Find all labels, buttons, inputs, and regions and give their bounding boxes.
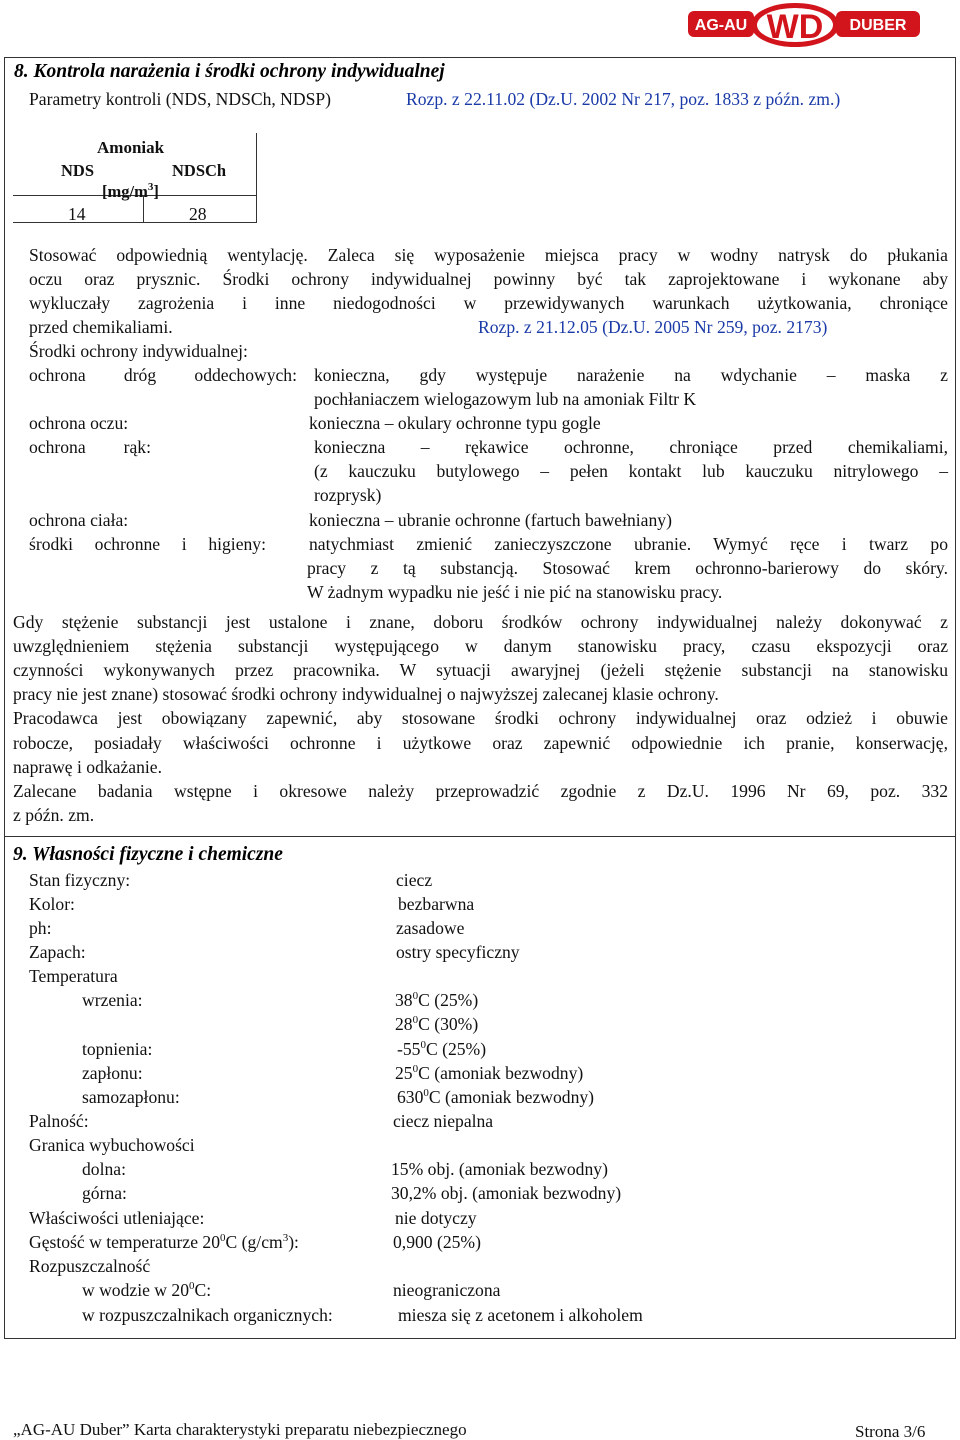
respiratory-text: pochłaniaczem wielogazowym lub na amoniak Filtr K: [314, 389, 697, 409]
svg-text:AG-AU: AG-AU: [694, 17, 748, 34]
property-value: 0,900 (25%): [393, 1232, 481, 1252]
property-label: dolna:: [82, 1159, 126, 1179]
property-label: Właściwości utleniające:: [29, 1208, 205, 1228]
concentration-paragraph-line: pracy nie jest znane) stosować środki ochrony indywidualnej o najwyższej zalecanej klasie ochrony.: [13, 684, 719, 704]
property-value: $630^0C$ (amoniak bezwodny): [397, 1087, 595, 1107]
property-label: górna:: [82, 1183, 127, 1203]
section-divider: [4, 836, 956, 837]
body-text: konieczna – ubranie ochronne (fartuch bawełniany): [309, 510, 672, 530]
hygiene-label: środki ochronne i higieny:: [29, 534, 266, 554]
hand-text: konieczna – rękawice ochronne, chroniące przed chemikaliami,: [314, 437, 948, 457]
property-value: ciecz: [396, 870, 433, 890]
section-8-heading: 8. Kontrola narażenia i środki ochrony indywidualnej: [14, 61, 445, 82]
property-value: 15% obj. (amoniak bezwodny): [391, 1159, 608, 1179]
property-value: $28^0C$ (30%): [395, 1014, 479, 1034]
svg-text:WD: WD: [766, 8, 824, 46]
table-value-nds: 14: [68, 204, 86, 224]
ventilation-paragraph-line: przed chemikaliami.: [29, 317, 173, 337]
ventilation-paragraph-line: oczu oraz prysznic. Środki ochrony indywidualnej powinny być tak zaprojektowane i wykonane aby: [29, 269, 948, 289]
property-value: ciecz niepalna: [393, 1111, 494, 1131]
property-label: w wodzie w $20^0C$:: [82, 1280, 212, 1300]
property-value: nieograniczona: [393, 1280, 501, 1300]
company-logo: [686, 2, 922, 48]
concentration-paragraph-line: uwzględnieniem stężenia substancji występującego w danym stanowisku pracy, czasu ekspozycji oraz: [13, 636, 948, 656]
property-label: zapłonu:: [82, 1063, 143, 1083]
employer-paragraph-line: robocze, posiadały właściwości ochronne i użytkowe oraz zapewnić odpowiednie ich pranie, konserwację,: [13, 733, 948, 753]
concentration-paragraph-line: czynności wykonywanych przez pracownika. W sytuacji awaryjnej (jeżeli stężenie substancji na stanowisku: [13, 660, 948, 680]
property-value: $38^0C$ (25%): [395, 990, 479, 1010]
property-label: wrzenia:: [82, 990, 143, 1010]
medical-exam-line: Zalecane badania wstępne i okresowe należy przeprowadzić zgodnie z Dz.U. 1996 Nr 69, poz. 332: [13, 781, 948, 801]
hygiene-text: pracy z tą substancją. Stosować krem ochronno-barierowy do skóry.: [307, 558, 948, 578]
hand-label: ochrona rąk:: [29, 437, 151, 457]
eye-text: konieczna – okulary ochronne typu gogle: [309, 413, 601, 433]
property-label: Granica wybuchowości: [29, 1135, 195, 1155]
table-col-ndsch: NDSCh: [172, 161, 227, 180]
body-label: ochrona ciała:: [29, 510, 129, 530]
property-label: w rozpuszczalnikach organicznych:: [82, 1305, 333, 1325]
property-value: zasadowe: [396, 918, 465, 938]
property-value: ostry specyficzny: [396, 942, 520, 962]
property-label: Zapach:: [29, 942, 86, 962]
footer-document-title: „AG-AU Duber” Karta charakterystyki preparatu niebezpiecznego: [13, 1420, 467, 1439]
respiratory-label: ochrona dróg oddechowych:: [29, 365, 297, 385]
property-label: Temperatura: [29, 966, 118, 986]
property-label: samozapłonu:: [82, 1087, 180, 1107]
ppe-regulation-reference: Rozp. z 21.12.05 (Dz.U. 2005 Nr 259, poz. 2173): [478, 317, 828, 337]
hygiene-text: natychmiast zmienić zanieczyszczone ubranie. Wymyć ręce i twarz po: [309, 534, 948, 554]
hand-text: rozprysk): [314, 485, 382, 505]
table-substance: Amoniak: [97, 138, 165, 157]
hygiene-text: W żadnym wypadku nie jeść i nie pić na stanowisku pracy.: [307, 582, 723, 602]
eye-label: ochrona oczu:: [29, 413, 129, 433]
respiratory-text: konieczna, gdy występuje narażenie na wdychanie – maska z: [314, 365, 948, 385]
table-unit: $[mg/m^3]$: [102, 181, 159, 201]
ppe-title: Środki ochrony indywidualnej:: [29, 341, 248, 361]
svg-text:DUBER: DUBER: [849, 17, 907, 34]
hand-text: (z kauczuku butylowego – pełen kontakt lub kauczuku nitrylowego –: [314, 461, 948, 481]
employer-paragraph-line: Pracodawca jest obowiązany zapewnić, aby stosowane środki ochrony indywidualnej oraz odzież i obuwie: [13, 708, 948, 728]
property-value: $25^0C$ (amoniak bezwodny): [395, 1063, 584, 1083]
property-value: miesza się z acetonem i alkoholem: [398, 1305, 643, 1325]
property-label: topnienia:: [82, 1039, 153, 1059]
footer-page-number: Strona 3/6: [855, 1422, 926, 1440]
property-value: $-55^0C$ (25%): [397, 1039, 487, 1059]
property-value: bezbarwna: [398, 894, 475, 914]
table-value-ndsch: 28: [189, 204, 207, 224]
ventilation-paragraph-line: Stosować odpowiednią wentylację. Zaleca się wyposażenie miejsca pracy w wodny natrysk do płukania: [29, 245, 948, 265]
property-value: nie dotyczy: [395, 1208, 477, 1228]
ventilation-paragraph-line: wykluczały zagrożenia i inne niedogodności w przewidywanych warunkach użytkowania, chroniące: [29, 293, 948, 313]
property-label: Kolor:: [29, 894, 75, 914]
table-col-nds: NDS: [61, 161, 95, 180]
employer-paragraph-line: naprawę i odkażanie.: [13, 757, 162, 777]
property-label: Palność:: [29, 1111, 89, 1131]
params-label: Parametry kontroli (NDS, NDSCh, NDSP): [29, 89, 332, 109]
property-label: ph:: [29, 918, 52, 938]
section-9-heading: 9. Własności fizyczne i chemiczne: [13, 844, 283, 865]
property-label: Stan fizyczny:: [29, 870, 131, 890]
params-reference: Rozp. z 22.11.02 (Dz.U. 2002 Nr 217, poz. 1833 z późn. zm.): [406, 89, 841, 109]
medical-exam-line: z późn. zm.: [13, 805, 95, 825]
concentration-paragraph-line: Gdy stężenie substancji jest ustalone i znane, doboru środków ochrony indywidualnej należy dokonywać z: [13, 612, 948, 632]
property-value: 30,2% obj. (amoniak bezwodny): [391, 1183, 622, 1203]
property-label: Gęstość w temperaturze $20^0C$ $(g/cm^3)$:: [29, 1232, 299, 1252]
property-label: Rozpuszczalność: [29, 1256, 151, 1276]
